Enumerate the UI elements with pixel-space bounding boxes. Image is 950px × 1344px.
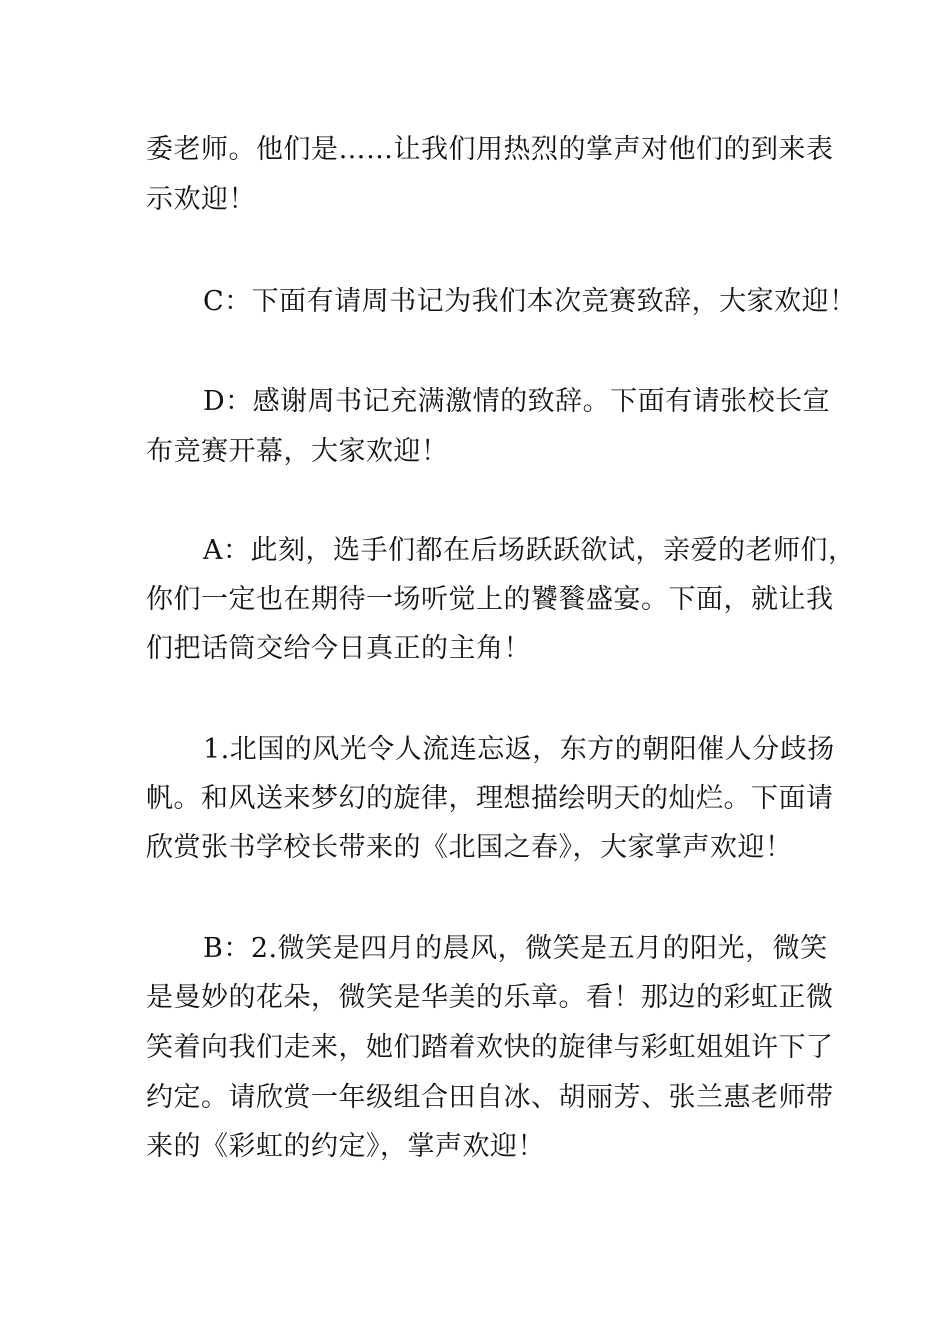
paragraph-line: 你们一定也在期待一场听觉上的饕餮盛宴。下面，就让我 (146, 584, 834, 615)
paragraph-line: 示欢迎！ (146, 184, 256, 215)
paragraph-line: 1.北国的风光令人流连忘返，东方的朝阳催人分歧扬 (203, 734, 835, 765)
paragraph-line: 约定。请欣赏一年级组合田自冰、胡丽芳、张兰惠老师带 (146, 1082, 834, 1113)
paragraph-line: 帆。和风送来梦幻的旋律，理想描绘明天的灿烂。下面请 (146, 783, 834, 814)
paragraph-line: 们把话筒交给今日真正的主角！ (146, 633, 531, 664)
paragraph-line: C：下面有请周书记为我们本次竞赛致辞，大家欢迎！ (203, 286, 857, 317)
paragraph-line: 欣赏张书学校长带来的《北国之春》，大家掌声欢迎！ (146, 832, 793, 863)
paragraph-line: 委老师。他们是……让我们用热烈的掌声对他们的到来表 (146, 134, 834, 165)
paragraph-line: A：此刻，选手们都在后场跃跃欲试，亲爱的老师们， (203, 535, 856, 566)
paragraph-line: 笑着向我们走来，她们踏着欢快的旋律与彩虹姐姐许下了 (146, 1032, 834, 1063)
paragraph-line: 布竞赛开幕，大家欢迎！ (146, 436, 449, 467)
paragraph-line: B：2.微笑是四月的晨风，微笑是五月的阳光，微笑 (203, 933, 828, 964)
paragraph-line: 是曼妙的花朵，微笑是华美的乐章。看！那边的彩虹正微 (146, 982, 834, 1013)
paragraph-line: 来的《彩虹的约定》，掌声欢迎！ (146, 1131, 545, 1162)
paragraph-line: D：感谢周书记充满激情的致辞。下面有请张校长宣 (203, 386, 831, 417)
